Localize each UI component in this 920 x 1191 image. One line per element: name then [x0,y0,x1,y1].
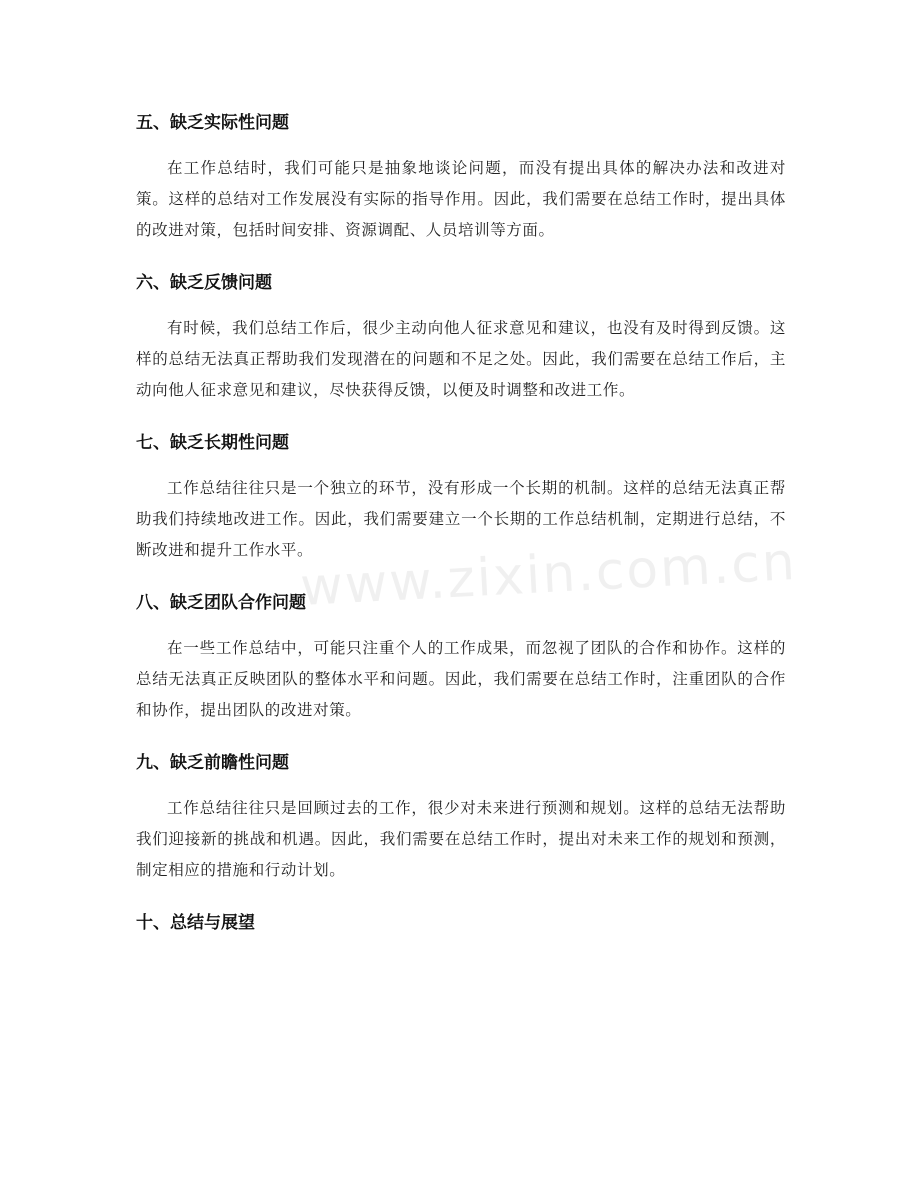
document-content [136,104,786,942]
section-paragraph: 工作总结往往只是回顾过去的工作，很少对未来进行预测和规划。这样的总结无法帮助我们迎接新的挑战和机遇。因此，我们需要在总结工作时，提出对未来工作的规划和预测，制定相应的措施和行动计划。 [136,799,786,879]
watermark: www.zixin.com.cn [298,532,799,618]
section-title: 八、缺乏团队合作问题 [136,593,306,613]
section-title: 九、缺乏前瞻性问题 [136,753,289,773]
section-gap [136,566,786,584]
section-title: 十、总结与展望 [136,913,255,933]
section-paragraph: 工作总结往往只是一个独立的环节，没有形成一个长期的机制。这样的总结无法真正帮助我们持续地改进工作。因此，我们需要建立一个长期的工作总结机制，定期进行总结，不断改进和提升工作水平。 [136,479,786,559]
section-gap [136,406,786,424]
section-title: 七、缺乏长期性问题 [136,433,289,453]
section-9 [136,744,786,886]
section-7 [136,424,786,566]
section-title: 五、缺乏实际性问题 [136,113,289,133]
section-title: 六、缺乏反馈问题 [136,273,272,293]
section-gap [136,726,786,744]
section-5 [136,104,786,246]
section-8 [136,584,786,726]
section-6 [136,264,786,406]
section-paragraph: 在工作总结时，我们可能只是抽象地谈论问题，而没有提出具体的解决办法和改进对策。这样的总结对工作发展没有实际的指导作用。因此，我们需要在总结工作时，提出具体的改进对策，包括时间安排、资源调配、人员培训等方面。 [136,159,786,239]
section-gap [136,246,786,264]
section-paragraph: 在一些工作总结中，可能只注重个人的工作成果，而忽视了团队的合作和协作。这样的总结无法真正反映团队的整体水平和问题。因此，我们需要在总结工作时，注重团队的合作和协作，提出团队的改进对策。 [136,639,786,719]
section-10 [136,904,786,942]
section-paragraph: 有时候，我们总结工作后，很少主动向他人征求意见和建议，也没有及时得到反馈。这样的总结无法真正帮助我们发现潜在的问题和不足之处。因此，我们需要在总结工作后，主动向他人征求意见和建议，尽快获得反馈，以便及时调整和改进工作。 [136,319,786,399]
section-gap [136,886,786,904]
